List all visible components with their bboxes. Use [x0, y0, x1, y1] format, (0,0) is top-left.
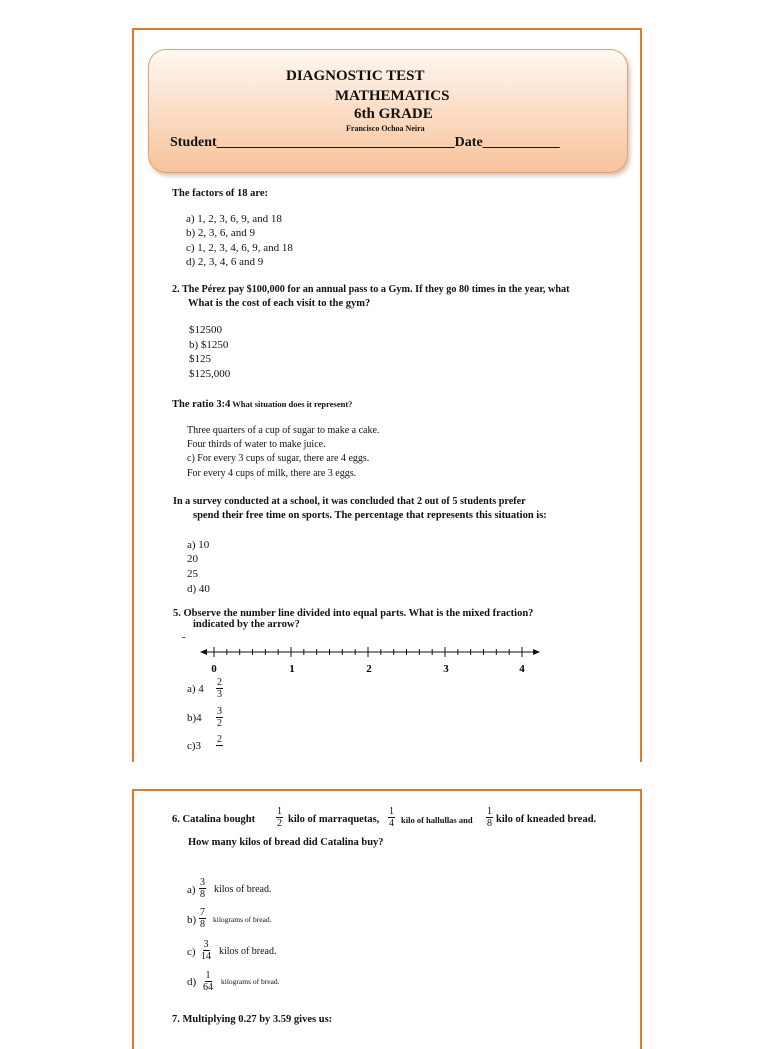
q4-prompt-line1: In a survey conducted at a school, it was concluded that 2 out of 5 students prefer — [173, 496, 526, 507]
q6-part3: kilo of kneaded bread. — [496, 814, 597, 825]
number-line-right-arrow-icon — [533, 649, 540, 655]
tick-label: 3 — [443, 663, 449, 675]
q2-option: $125,000 — [189, 368, 231, 380]
fraction-denominator: 2 — [217, 718, 222, 729]
q6-part2: kilo of hallullas and — [401, 815, 473, 825]
fraction-denominator: 8 — [487, 818, 492, 829]
q6-option-fraction — [203, 970, 213, 993]
fraction-numerator: 1 — [277, 806, 282, 817]
student-date-line: Student__________________________________Date___________ — [170, 135, 560, 150]
q5-prompt-line1: 5. Observe the number line divided into equal parts. What is the mixed fraction? — [173, 608, 534, 619]
q6-option-text: kilos of bread. — [214, 884, 272, 895]
fraction-denominator: 4 — [389, 818, 394, 829]
q3-option: For every 4 cups of milk, there are 3 eggs. — [187, 468, 357, 479]
page-gap — [0, 762, 768, 789]
q6-option-label: b) — [187, 914, 197, 926]
q3-question: What situation does it represent? — [230, 399, 353, 409]
q6-fraction-3 — [486, 806, 493, 829]
q6-intro: 6. Catalina bought — [172, 814, 256, 825]
q1-option: a) 1, 2, 3, 6, 9, and 18 — [186, 213, 282, 225]
fraction-numerator: 1 — [205, 970, 211, 981]
q2-option: $12500 — [189, 324, 222, 336]
worksheet-page-2 — [132, 789, 642, 1049]
fraction-denominator: 8 — [200, 919, 205, 930]
tick-label: 4 — [519, 663, 525, 675]
title-diagnostic-test: DIAGNOSTIC TEST — [286, 68, 425, 84]
q1-option: c) 1, 2, 3, 4, 6, 9, and 18 — [186, 242, 293, 254]
q5-option-label: a) 4 — [187, 683, 204, 695]
fraction-numerator: 3 — [203, 939, 209, 950]
q6-prompt-line2: How many kilos of bread did Catalina buy? — [188, 837, 384, 848]
q6-fraction-2 — [388, 806, 395, 829]
q4-option: d) 40 — [187, 583, 210, 595]
q6-option-text: kilograms of bread. — [221, 977, 280, 986]
q6-option-text: kilos of bread. — [219, 946, 277, 957]
author-name: Francisco Ochoa Neira — [346, 124, 425, 133]
q4-option: 20 — [187, 553, 198, 565]
q1-prompt: The factors of 18 are: — [172, 188, 269, 199]
q3-ratio: The ratio 3:4 — [172, 399, 231, 410]
q6-option-fraction — [199, 877, 206, 900]
q6-option-label: a) — [187, 884, 196, 896]
q4-prompt-line2: spend their free time on sports. The percentage that represents this situation is: — [193, 510, 547, 521]
title-mathematics: MATHEMATICS — [335, 88, 450, 104]
q3-prompt — [172, 399, 352, 410]
fraction-numerator: 2 — [217, 734, 222, 745]
number-line — [196, 642, 546, 676]
q6-option-label: d) — [187, 976, 197, 988]
q5-prompt-line2: indicated by the arrow? — [193, 619, 300, 630]
q6-part1: kilo of marraquetas, — [288, 814, 380, 825]
q6-fraction-1 — [276, 806, 283, 829]
q2-prompt-line1: 2. The Pérez pay $100,000 for an annual pass to a Gym. If they go 80 times in the year, what — [172, 284, 570, 295]
fraction-denominator: 8 — [200, 889, 205, 900]
q6-option-label: c) — [187, 946, 196, 958]
q5-option-fraction — [216, 677, 223, 700]
q6-option-text: kilograms of bread. — [213, 915, 272, 924]
q2-option: $125 — [189, 353, 211, 365]
q6-option-fraction — [201, 939, 211, 962]
fraction-numerator: 2 — [217, 677, 222, 688]
q2-option: b) $1250 — [189, 339, 229, 351]
title-grade: 6th GRADE — [354, 106, 433, 122]
fraction-numerator: 3 — [217, 706, 222, 717]
fraction-numerator: 1 — [487, 806, 492, 817]
q4-option: a) 10 — [187, 539, 210, 551]
number-line-left-arrow-icon — [200, 649, 207, 655]
fraction-denominator: 14 — [201, 951, 211, 962]
q1-option: d) 2, 3, 4, 6 and 9 — [186, 256, 264, 268]
q1-option: b) 2, 3, 6, and 9 — [186, 227, 256, 239]
tick-label: 2 — [366, 663, 372, 675]
arrow-marker-icon: - ⃞ — [182, 631, 197, 643]
q3-option: c) For every 3 cups of sugar, there are 4 eggs. — [187, 453, 370, 464]
fraction-denominator: 2 — [277, 818, 282, 829]
q5-option-label: c)3 — [187, 740, 202, 752]
q5-option-fraction — [216, 734, 223, 746]
q2-prompt-line2: What is the cost of each visit to the gym? — [188, 298, 371, 309]
fraction-numerator: 3 — [200, 877, 205, 888]
fraction-denominator: 64 — [203, 982, 213, 993]
tick-label: 1 — [289, 663, 295, 675]
fraction-numerator: 7 — [200, 907, 205, 918]
fraction-numerator: 1 — [389, 806, 394, 817]
q3-option: Three quarters of a cup of sugar to make a cake. — [187, 425, 380, 436]
q7-prompt: 7. Multiplying 0.27 by 3.59 gives us: — [172, 1014, 333, 1025]
q4-option: 25 — [187, 568, 198, 580]
fraction-denominator: 3 — [217, 689, 222, 700]
q5-option-fraction — [216, 706, 223, 729]
q3-option: Four thirds of water to make juice. — [187, 439, 326, 450]
q5-option-label: b)4 — [187, 712, 202, 724]
tick-label: 0 — [211, 663, 217, 675]
q6-option-fraction — [199, 907, 206, 930]
